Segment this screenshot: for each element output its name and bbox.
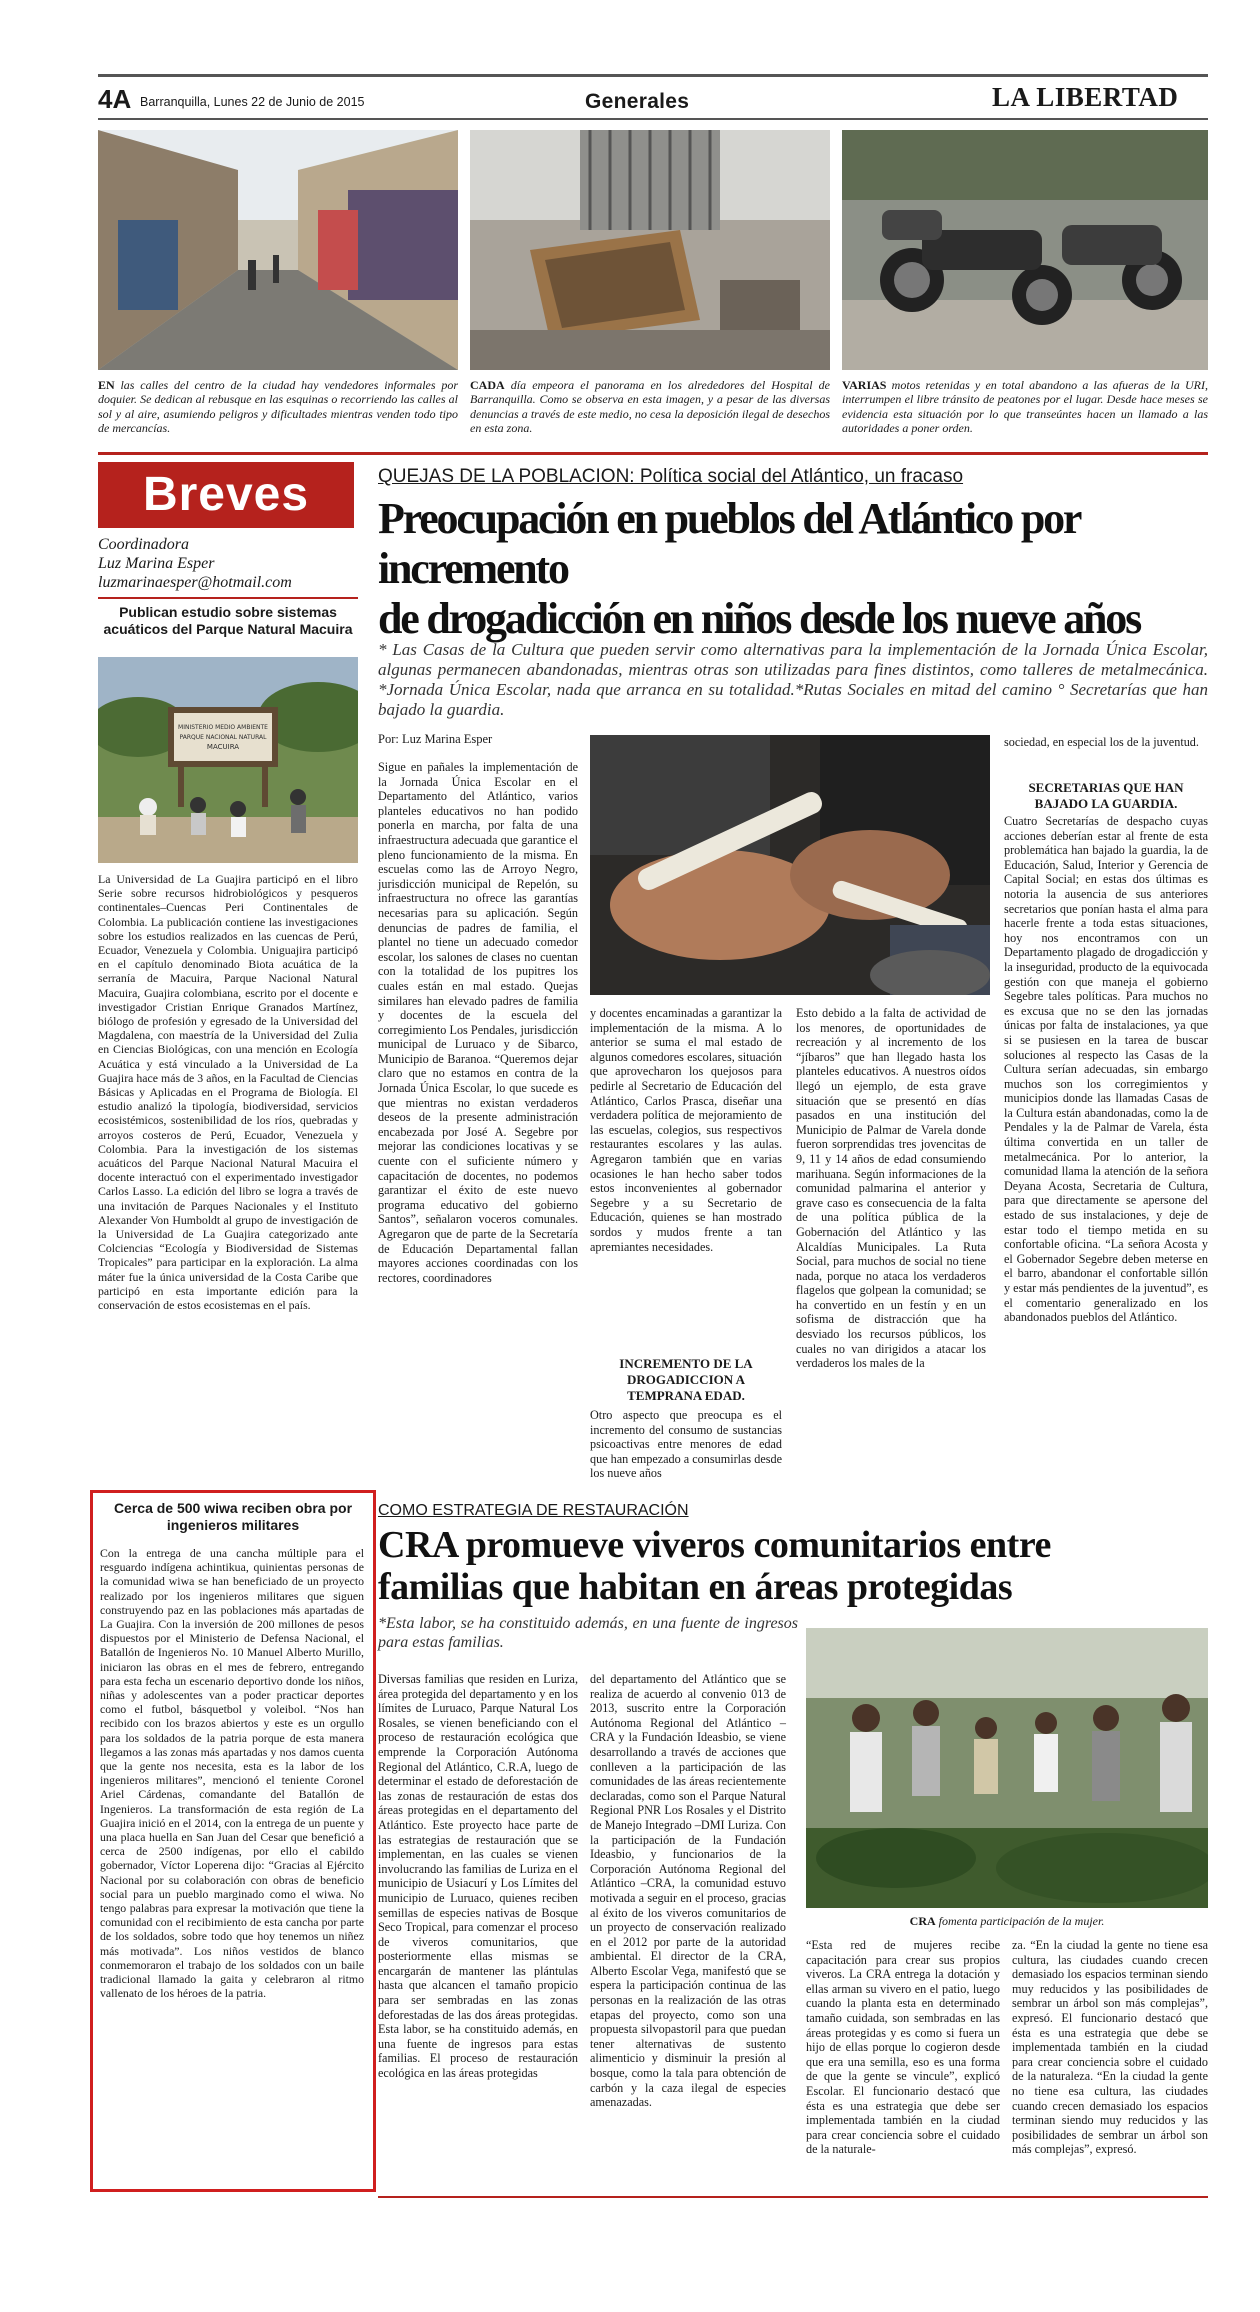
breves-rule [98, 597, 358, 599]
street-vendors-photo [98, 130, 458, 370]
macuira-park-photo [98, 657, 358, 863]
breves-story1-headline: Publican estudio sobre sistemas acuáticos del Parque Natural Macuira [103, 604, 353, 637]
svg-text:MACUIRA: MACUIRA [206, 743, 240, 751]
section-divider [98, 452, 1208, 455]
date-line: Barranquilla, Lunes 22 de Junio de 2015 [140, 95, 365, 109]
photo-caption-hospital: CADA día empeora el panorama en los alrededores del Hospital de Barranquilla. Como se observa en esta imagen, y a pesar de las diversas denuncias a través de este medio, no cesa la deposición ilegal de desechos en esta zona. [470, 378, 830, 435]
breves-story2-body: Con la entrega de una cancha múltiple para el resguardo indígena achintikua, quinientas personas de la comunidad wiwa se han beneficiado de un proyecto realizado por los ingenieros militares que siguen construyendo paz en las poblaciones más apartadas de La Guajira. Con la inversión de 200 millones de pesos dispuestos por el Ministerio de Defensa Nacional, el Batallón de Ingenieros No. 10 Manuel Alberto Murillo, iniciaron las obras en el mes de febrero, entregando para esta fecha un escenario deportivo donde los niños, niñas y adolescentes van a poder practicar deportes como el futbol, básquetbol y voleibol. “Nos han recibido con los brazos abiertos y este es un orgullo para los soldados de la patria porque de esta manera llegamos a las zonas más apartadas y nos damos cuenta que la gente nos necesita, esta es la labor de los ingenieros militares”, mencionó el teniente Coronel Ariel Cárdenas, comandante del Batallón de Ingenieros. La transformación de esta región de La Guajira inició en el 2014, con la entrega de un puente y una placa huella en San Juan del Cesar que benefició a cerca de 2500 indígenas, por ello el cabildo gobernador, Víctor Loperena dijo: “Gracias al Ejército Nacional por su colaboración con obras de beneficio social para un pueblo marginado como el wiwa. No tengo palabras para expresar la motivación que tiene la comunidad con el recibimiento de esta cancha por parte de los soldados, sobre todo que hoy tenemos un niñez más motivada”. Los niños vestidos de blanco conmemoraron el trabajo de los soldados con un baile tradicional llamado la gaita y celebraron al ritmo vallenato de los héroes de la patria. [100, 1546, 364, 2001]
main-col2b: Otro aspecto que preocupa es el incremento del consumo de sustancias psicoactivas entre menores de edad que han empezado a consumirlas desde los nueve años [590, 1408, 782, 1481]
cra-photo-caption: CRA fomenta participación de la mujer. [909, 1914, 1105, 1928]
cra-col4: za. “En la ciudad la gente no tiene esa cultura, las ciudades cuando crecen demasiado los espacios terminan siendo muy reducidos y las posibilidades de sembrar un árbol son más complejas”, expresó. El funcionario destacó que ésta es una estrategia que debe se implementada también en la ciudad para crear conciencia sobre el cuidado de la naturaleza. “En la ciudad la gente no tiene esa cultura, las ciudades cuando crecen demasiado los espacios terminan siendo muy reducidos y las posibilidades de sembrar un árbol son más complejas”, expresó. [1012, 1938, 1208, 2157]
main-byline: Por: Luz Marina Esper [378, 732, 493, 746]
breves-story1-body: La Universidad de La Guajira participó en el libro Serie sobre recursos hidrobiológicos y pesqueros continentales–Cuencas Peri Continentales de Colombia. La publicación contiene las investigaciones sobre los estudios realizados en las cuencas de Perú, Ecuador, Venezuela y Colombia. Uniguajira participó en el capítulo denominado Biota acuática de la serranía de Macuira, Parque Nacional Natural Macuira, Guajira colombiana, escrito por el docente e investigador Cristian Enrique Granados Martínez, biólogo de profesión y egresado de la Universidad del Magdalena, con maestría de la Universidad del Zulia en Ciencias Biológicas, con una mención en Ecología Acuática y está vinculado a la Universidad de La Guajira hace más de 3 años, en la Facultad de Ciencias Básicas y Aplicadas en el Programa de Biología. El estudio analizó la tipología, biodiversidad, servicios ecosistémicos, sostenibilidad de los ríos, quebradas y arroyos costeros de Perú, Ecuador, Venezuela y Colombia. Para la investigación de los sistemas acuáticos del Parque Nacional Natural Macuira el docente interactuó con el experimentado investigador Carlos Lasso. La edición del libro se logra a través de una invitación de Parques Nacionales y el Instituto Alexander Von Humboldt al grupo de investigación de la Universidad de La Guajira categorizado ante Colciencias “Ecología y Biodiversidad de Sistemas Tropicales” para participar en la exploración. La alma máter fue la única universidad de la Costa Caribe que participó en esta importante edición para la conservación de estos ecosistemas en el país. [98, 872, 358, 1313]
svg-text:PARQUE NACIONAL NATURAL: PARQUE NACIONAL NATURAL [179, 734, 267, 741]
cra-col2: del departamento del Atlántico que se realiza de acuerdo al convenio 013 de 2013, suscrito entre la Corporación Autónoma Regional del Atlántico –CRA y la Fundación Ideasbio, se viene desarrollando a través de acciones que conlleven a la participación de las comunidades de las áreas recientemente declaradas, como son el Parque Natural Regional PNR Los Rosales y el Distrito de Manejo Integrado –DMI Luriza. Con la participación de la Fundación Ideasbio, y funcionarios de la Corporación Autónoma Regional del Atlántico –CRA, la comunidad estuvo motivada a seguir en el proceso, gracias al éxito de los viveros comunitarios de un proyecto de conservación realizado en el 2012 por parte de la autoridad ambiental. El director de la CRA, Alberto Escolar Vega, manifestó que se espera la participación continua de las personas en la realización de las otras etapas del proyecto, como son una propuesta silvopastoril para que puedan tener alternativas de sustento alimenticio y disminuir la presión al bosque, como la tala para obtención de carbón y la caza ilegal de especies amenazadas. [590, 1672, 786, 2110]
main-kicker: QUEJAS DE LA POBLACION: Política social del Atlántico, un fracaso [378, 466, 964, 487]
main-deck: * Las Casas de la Cultura que pueden servir como alternativas para la implementación de la Jornada Única Escolar, algunas permanecen abandonadas, mientras otras son utilizadas para fines distintos, como talleres de metalmecánica. *Jornada Única Escolar, nada que arranca en su totalidad.*Rutas Sociales en mitad del camino ° Secretarías que han bajado la guardia. [378, 640, 1208, 719]
drug-use-photo [590, 735, 990, 995]
cra-kicker: COMO ESTRATEGIA DE RESTAURACIÓN [378, 1502, 689, 1519]
breves-story2-headline: Cerca de 500 wiwa reciben obra por ingenieros militares [113, 1500, 353, 1533]
main-subhead-drugs: INCREMENTO DE LA DROGADICCION A TEMPRANA EDAD. [619, 1356, 753, 1403]
cra-headline: CRA promueve viveros comunitarios entre familias que habitan en áreas protegidas [378, 1524, 1051, 1608]
hospital-debris-photo [470, 130, 830, 370]
motorcycles-photo [842, 130, 1208, 370]
page-number: 4A [98, 84, 132, 114]
cra-col1: Diversas familias que residen en Luriza, área protegida del departamento y en los límites de Luruaco, Parque Natural Los Rosales, se vienen beneficiando con el proceso de restauración ecológica que emprende la Corporación Autónoma Regional del Atlántico, C.R.A, luego de determinar el estado de deforestación de las zonas de restauración de estas dos áreas protegidas en el departamento del Atlántico. Este proyecto hace parte de las estrategias de restauración que se implementan, en las cuales se vienen involucrando las familias de Luriza en el municipio de Usiacurí y Los Límites del municipio de Luruaco, quienes reciben semillas de especies nativas de Bosque Seco Tropical, para comenzar el proceso de viveros comunitarios, que posteriormente ellas mismas se encargarán de mantener las plántulas hasta que alcancen el tamaño propicio para ser sembradas en las zonas deforestadas de las dos áreas protegidas. Esta labor, se ha constituido además, en una fuente de ingresos para estas familias. El proceso de restauración ecológica en las áreas protegidas [378, 1672, 578, 2081]
main-col4: Cuatro Secretarías de despacho cuyas acciones deberían estar al frente de esta problemática han bajado la guardia, la de Educación, Salud, Interior y Gerencia de Capital Social; en estas dos últimas es notoria la ausencia de sus anteriores secretarios que ponían hasta el alma para hacerle frente a toda estas situaciones, hoy nos encontramos con un Departamento plagado de drogadicción y la inseguridad, producto de la equivocada gestión con que maneja el gobierno Segebre tales políticas. Para muchos no es excusa que no se den las jornadas únicas por falta de instalaciones, ya que si se pusiesen en la tarea de buscar soluciones al respecto las Casas de la Cultura serían adecuadas, sin embargo muchos son los corregimientos y municipios donde las llamadas Casas de la Cultura están abandonadas, como la de Pendales y la de Palmar de Varela, ésta última convertida en un taller de metalmecánica. Por lo anterior, la comunidad llama la atención de la señora Deyana Acosta, Secretaria de Cultura, para que directamente se apersone del estado de sus instalaciones, y deje de estar todo el tiempo metida en su confortable oficina. “La señora Acosta y el Gobernador Segebre deben meterse en el barro, abandonar el confortable sillón y estar más pendientes de la juventud”, es el comentario generalizado en los abandonados pueblos del Atlántico. [1004, 814, 1208, 1325]
section-name: Generales [585, 90, 690, 113]
header-rule [98, 118, 1208, 120]
park-sign-text: MINISTERIO MEDIO AMBIENTE [178, 724, 268, 731]
nursery-women-photo [806, 1628, 1208, 1908]
top-rule [98, 74, 1208, 77]
cra-deck: *Esta labor, se ha constituido además, en una fuente de ingresos para estas familias. [378, 1615, 798, 1651]
main-col3: Esto debido a la falta de actividad de los menores, de oportunidades de recreación y al incremento de los “jíbaros” que han llegado hasta los planteles educativos. A nuestros oídos llegó un ejemplo, de esta grave situación que se presentó en días pasados en una institución del Municipio de Palmar de Varela donde fueron sorprendidas tres jovencitas de 9, 11 y 14 años de edad consumiendo marihuana. Según informaciones de la comunidad palmarina el anterior y grave caso es consecuencia de la falta de una política pública de la Gobernación del Atlántico y las Alcaldías Municipales. La Ruta Social, para muchos de social no tiene nada, porque no ataca los verdaderos flagelos que golpean la comunidad; se ha convertido en un festín y en un sofisma de distracción que ha desviado los recursos públicos, los cuales no van dirigidos a atacar los verdaderos los males de la [796, 1006, 986, 1371]
photo-caption-vendors: EN las calles del centro de la ciudad hay vendedores informales por doquier. Se dedican al rebusque en las esquinas o recorriendo las calles al sol y al aire, asumiendo peligros y dificultades mientras venden todo tipo de mercancías. [98, 378, 458, 435]
bottom-rule [378, 2196, 1208, 2198]
main-col2: y docentes encaminadas a garantizar la implementación de la misma. A lo anterior se suma el mal estado de algunos comedores escolares, situación que aprovecharon los quejosos para pedirle al Secretario de Educación del Atlántico, Carlos Prasca, diseñar una verdadera política de mejoramiento de las escuelas, colegios, sus respectivos restaurantes escolares y las aulas. Agregaron también que en varias ocasiones le han hecho saber todos estos inconvenientes al gobernador Segebre y a su Secretario de Educación, quienes se han mostrado sordos y mudos frente a tan apremiantes necesidades. [590, 1006, 782, 1254]
cra-col3: “Esta red de mujeres recibe capacitación para crear sus propios viveros. La CRA entrega la dotación y ellas arman su vivero en el patio, luego cuando la planta esta en determinado tamaño cuidada, son sembradas en las áreas protegidas y es como si fuera un hijo de ellas porque lo cogieron desde que era una semilla, eso es una forma de que la gente se vincule”, explicó Escolar. El funcionario destacó que ésta es una estrategia que debe ser implementada también en la ciudad para crear conciencia sobre el cuidado de la naturale- [806, 1938, 1000, 2157]
breves-title: Breves [98, 462, 354, 528]
photo-caption-motorcycles: VARIAS motos retenidas y en total abandono a las afueras de la URI, interrumpen el libre tránsito de peatones por el lugar. Desde hace meses se evidencia esta situación por lo que transeúntes hacen un llamado a las autoridades a poner orden. [842, 378, 1208, 435]
main-col1: Sigue en pañales la implementación de la Jornada Única Escolar en el Departamento del Atlántico, varios planteles educativos no han podido ponerla en marcha, por falta de una infraestructura adecuada que garantice el pleno funcionamiento de la misma. En escuelas como las de Arroyo Negro, jurisdicción municipal de Repelón, su infraestructura no ofrece las garantías necesarias para su aplicación. Según denuncias de padres de familia, el plantel no tiene un adecuado comedor escolar, los salones de clases no cuentan con la totalidad de los pupitres los cuales están en mal estado. Quejas similares han elevado padres de familia y docentes de la escuela del corregimiento Los Pendales, jurisdicción municipal de Luruaco y de Sibarco, Municipio de Baranoa. “Queremos dejar claro que no estamos en contra de la Jornada Única Escolar, lo que sucede es que mientras no existan verdaderos deseos de la presente administración encabezada por José A. Segebre por mejorar las condiciones locativas y se cuente con el suficiente número y capacitación de docentes, no podemos garantizar el éxito de este nuevo programa educativo del gobierno Santos”, señalaron voceros comunales. Agregaron que de parte de la Secretaría de Educación Departamental fallan mayores acciones coordinadas con los rectores, coordinadores [378, 760, 578, 1285]
main-col4-lead: sociedad, en especial los de la juventud. [1004, 735, 1199, 749]
newspaper-name: LA LIBERTAD [992, 82, 1179, 112]
main-headline: Preocupación en pueblos del Atlántico por incremento de drogadicción en niños desde los nueve años [378, 494, 1141, 643]
breves-coordinator: Coordinadora Luz Marina Esper luzmarinaesper@hotmail.com [98, 536, 292, 591]
main-subhead-secretarias: SECRETARIAS QUE HAN BAJADO LA GUARDIA. [1028, 780, 1184, 811]
